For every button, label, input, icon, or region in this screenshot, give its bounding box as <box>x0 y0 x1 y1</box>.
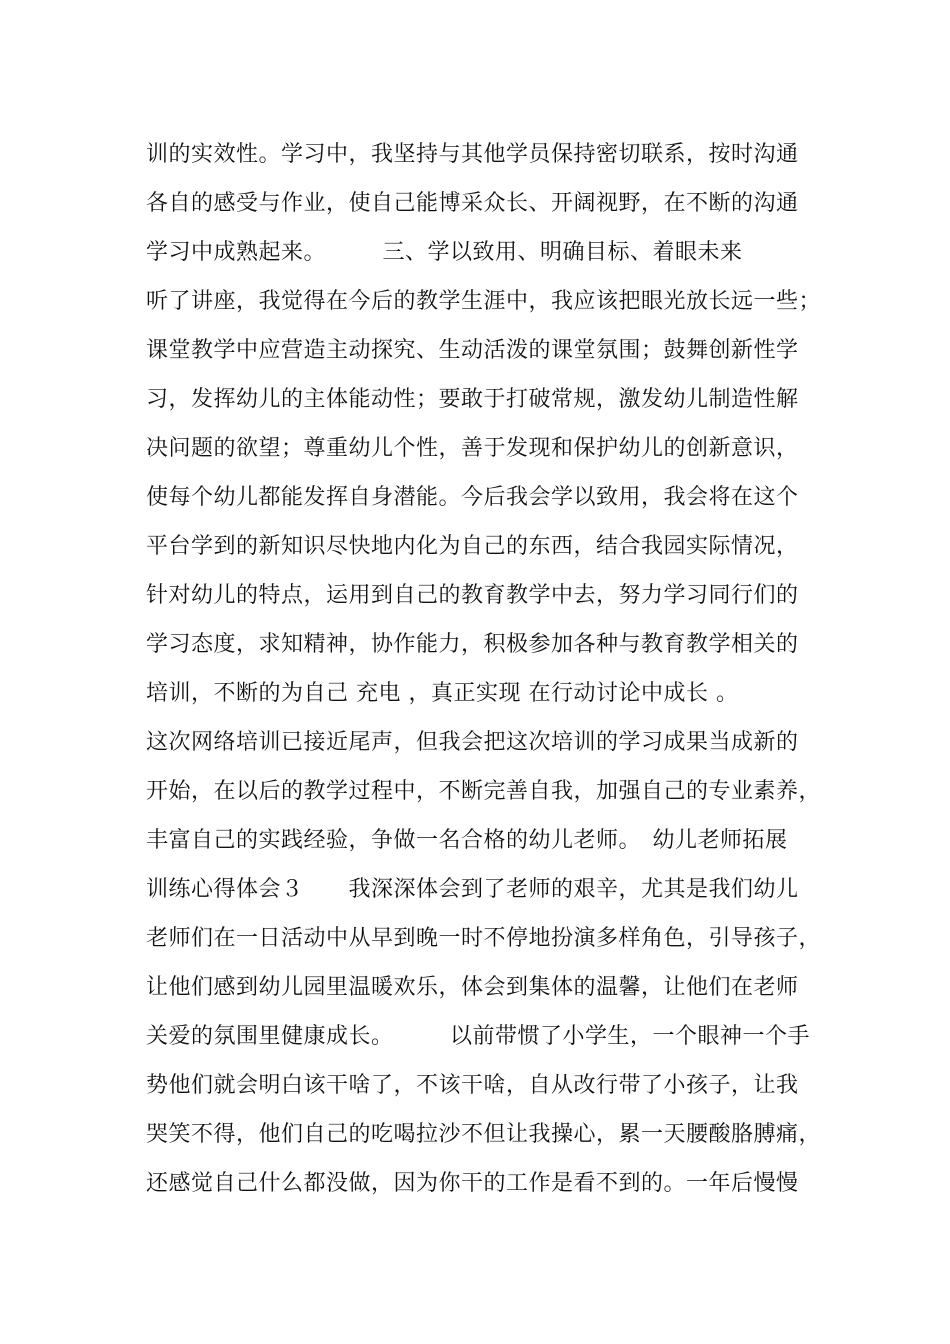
text-line: 决问题的欲望；尊重幼儿个性，善于发现和保护幼儿的创新意识， <box>146 436 799 461</box>
text-line: 平台学到的新知识尽快地内化为自己的东西，结合我园实际情况， <box>146 534 799 559</box>
text-line: 训的实效性。学习中，我坚持与其他学员保持密切联系，按时沟通 <box>146 142 799 167</box>
text-line: 关爱的氛围里健康成长。 以前带惯了小学生，一个眼神一个手 <box>146 1024 811 1049</box>
text-line: 这次网络培训已接近尾声，但我会把这次培训的学习成果当成新的 <box>146 730 799 755</box>
text-line: 老师们在一日活动中从早到晚一时不停地扮演多样角色，引导孩子， <box>146 926 822 951</box>
body-text <box>146 130 836 1208</box>
text-line: 学习中成熟起来。 三、学以致用、明确目标、着眼未来 <box>146 240 743 265</box>
text-line: 听了讲座，我觉得在今后的教学生涯中，我应该把眼光放长远一些； <box>146 289 822 314</box>
text-line: 使每个幼儿都能发挥自身潜能。今后我会学以致用，我会将在这个 <box>146 485 799 510</box>
text-line: 丰富自己的实践经验，争做一名合格的幼儿老师。 幼儿老师拓展 <box>146 828 788 853</box>
text-line: 针对幼儿的特点，运用到自己的教育教学中去，努力学习同行们的 <box>146 583 799 608</box>
text-line: 开始，在以后的教学过程中，不断完善自我，加强自己的专业素养， <box>146 779 822 804</box>
text-line: 各自的感受与作业，使自己能博采众长、开阔视野，在不断的沟通 <box>146 191 799 216</box>
text-line: 势他们就会明白该干啥了，不该干啥，自从改行带了小孩子，让我 <box>146 1073 799 1098</box>
text-line: 哭笑不得，他们自己的吃喝拉沙不但让我操心，累一天腰酸胳膊痛， <box>146 1122 822 1147</box>
text-line: 让他们感到幼儿园里温暖欢乐，体会到集体的温馨，让他们在老师 <box>146 975 799 1000</box>
text-line: 习，发挥幼儿的主体能动性；要敢于打破常规，激发幼儿制造性解 <box>146 387 799 412</box>
text-line: 训练心得体会３ 我深深体会到了老师的艰辛，尤其是我们幼儿 <box>146 877 799 902</box>
text-line: 课堂教学中应营造主动探究、生动活泼的课堂氛围；鼓舞创新性学 <box>146 338 799 363</box>
text-line: 培训，不断的为自己 充电 ，真正实现 在行动讨论中成长 。 <box>146 681 739 706</box>
text-line: 学习态度，求知精神，协作能力，积极参加各种与教育教学相关的 <box>146 632 799 657</box>
text-line: 还感觉自己什么都没做，因为你干的工作是看不到的。一年后慢慢 <box>146 1171 799 1196</box>
